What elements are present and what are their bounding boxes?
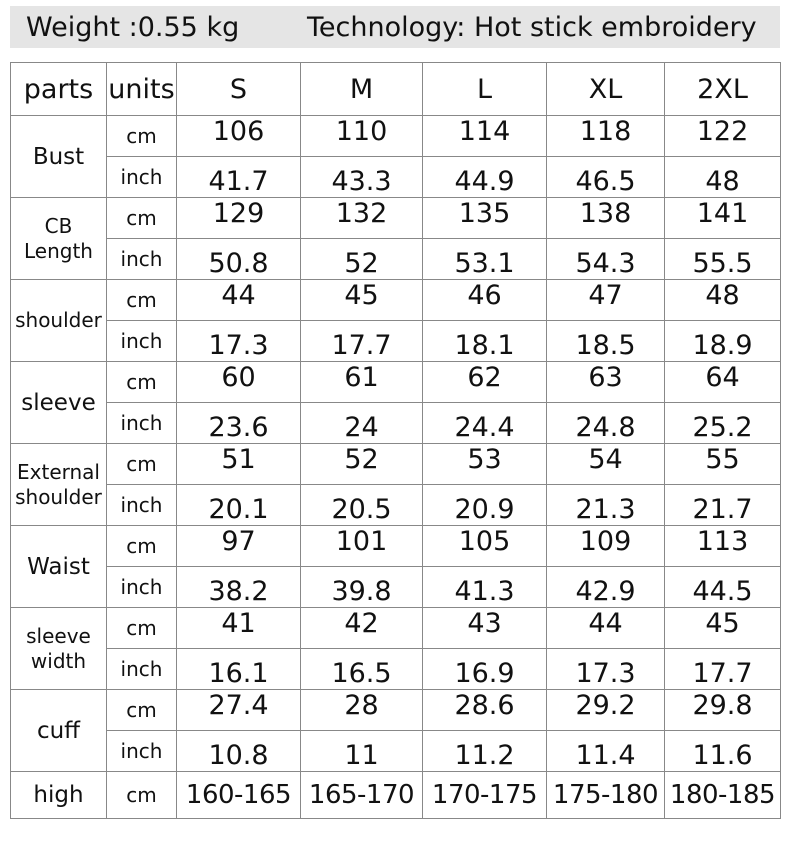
inch-value: 16.1 bbox=[177, 649, 301, 690]
height-range-value: 165-170 bbox=[301, 772, 423, 819]
cm-value: 101 bbox=[301, 526, 423, 567]
cm-value: 97 bbox=[177, 526, 301, 567]
inch-value: 20.5 bbox=[301, 485, 423, 526]
table-row bbox=[11, 198, 781, 239]
cm-value: 47 bbox=[547, 280, 665, 321]
table-row bbox=[11, 690, 781, 731]
table-row bbox=[11, 239, 781, 280]
inch-value: 17.3 bbox=[177, 321, 301, 362]
cm-value: 60 bbox=[177, 362, 301, 403]
table-row bbox=[11, 157, 781, 198]
inch-value: 24 bbox=[301, 403, 423, 444]
part-label: sleeve width bbox=[11, 608, 107, 690]
inch-value: 54.3 bbox=[547, 239, 665, 280]
inch-value: 50.8 bbox=[177, 239, 301, 280]
inch-value: 52 bbox=[301, 239, 423, 280]
inch-value: 10.8 bbox=[177, 731, 301, 772]
cm-value: 138 bbox=[547, 198, 665, 239]
cm-value: 29.2 bbox=[547, 690, 665, 731]
cm-value: 43 bbox=[423, 608, 547, 649]
inch-value: 17.3 bbox=[547, 649, 665, 690]
unit-label: cm bbox=[107, 690, 177, 731]
unit-label: inch bbox=[107, 157, 177, 198]
info-banner bbox=[10, 6, 780, 48]
inch-value: 11 bbox=[301, 731, 423, 772]
inch-value: 44.5 bbox=[665, 567, 781, 608]
unit-label: inch bbox=[107, 485, 177, 526]
unit-label: inch bbox=[107, 239, 177, 280]
inch-value: 21.7 bbox=[665, 485, 781, 526]
cm-value: 122 bbox=[665, 116, 781, 157]
table-row bbox=[11, 567, 781, 608]
weight-label: Weight :0.55 kg bbox=[26, 12, 240, 43]
table-row bbox=[11, 731, 781, 772]
cm-value: 62 bbox=[423, 362, 547, 403]
table-row bbox=[11, 608, 781, 649]
unit-label: cm bbox=[107, 198, 177, 239]
cm-value: 48 bbox=[665, 280, 781, 321]
table-row bbox=[11, 526, 781, 567]
inch-value: 48 bbox=[665, 157, 781, 198]
height-range-value: 175-180 bbox=[547, 772, 665, 819]
header-size-l: L bbox=[423, 63, 547, 116]
inch-value: 11.6 bbox=[665, 731, 781, 772]
table-header-row bbox=[11, 63, 781, 116]
cm-value: 63 bbox=[547, 362, 665, 403]
inch-value: 18.5 bbox=[547, 321, 665, 362]
cm-value: 51 bbox=[177, 444, 301, 485]
inch-value: 42.9 bbox=[547, 567, 665, 608]
cm-value: 44 bbox=[547, 608, 665, 649]
inch-value: 55.5 bbox=[665, 239, 781, 280]
inch-value: 46.5 bbox=[547, 157, 665, 198]
header-size-s: S bbox=[177, 63, 301, 116]
cm-value: 118 bbox=[547, 116, 665, 157]
inch-value: 44.9 bbox=[423, 157, 547, 198]
header-size-xl: XL bbox=[547, 63, 665, 116]
inch-value: 24.4 bbox=[423, 403, 547, 444]
unit-label: inch bbox=[107, 403, 177, 444]
height-range-value: 160-165 bbox=[177, 772, 301, 819]
table-row bbox=[11, 485, 781, 526]
unit-label: cm bbox=[107, 772, 177, 819]
part-label: CB Length bbox=[11, 198, 107, 280]
unit-label: cm bbox=[107, 608, 177, 649]
inch-value: 18.9 bbox=[665, 321, 781, 362]
cm-value: 45 bbox=[665, 608, 781, 649]
table-row bbox=[11, 280, 781, 321]
inch-value: 17.7 bbox=[665, 649, 781, 690]
unit-label: cm bbox=[107, 362, 177, 403]
cm-value: 55 bbox=[665, 444, 781, 485]
cm-value: 114 bbox=[423, 116, 547, 157]
unit-label: cm bbox=[107, 526, 177, 567]
cm-value: 141 bbox=[665, 198, 781, 239]
cm-value: 41 bbox=[177, 608, 301, 649]
header-size-m: M bbox=[301, 63, 423, 116]
cm-value: 135 bbox=[423, 198, 547, 239]
inch-value: 41.7 bbox=[177, 157, 301, 198]
unit-label: cm bbox=[107, 116, 177, 157]
cm-value: 109 bbox=[547, 526, 665, 567]
inch-value: 16.5 bbox=[301, 649, 423, 690]
part-label: shoulder bbox=[11, 280, 107, 362]
inch-value: 38.2 bbox=[177, 567, 301, 608]
table-row bbox=[11, 649, 781, 690]
inch-value: 11.2 bbox=[423, 731, 547, 772]
inch-value: 20.1 bbox=[177, 485, 301, 526]
table-row bbox=[11, 444, 781, 485]
table-row bbox=[11, 362, 781, 403]
cm-value: 45 bbox=[301, 280, 423, 321]
part-label: Waist bbox=[11, 526, 107, 608]
size-chart-table bbox=[10, 62, 781, 819]
inch-value: 43.3 bbox=[301, 157, 423, 198]
height-row bbox=[11, 772, 781, 819]
height-range-value: 180-185 bbox=[665, 772, 781, 819]
unit-label: cm bbox=[107, 444, 177, 485]
inch-value: 18.1 bbox=[423, 321, 547, 362]
part-label: sleeve bbox=[11, 362, 107, 444]
part-label: External shoulder bbox=[11, 444, 107, 526]
unit-label: cm bbox=[107, 280, 177, 321]
cm-value: 29.8 bbox=[665, 690, 781, 731]
cm-value: 64 bbox=[665, 362, 781, 403]
inch-value: 24.8 bbox=[547, 403, 665, 444]
cm-value: 44 bbox=[177, 280, 301, 321]
technology-label: Technology: Hot stick embroidery bbox=[307, 12, 757, 43]
cm-value: 28.6 bbox=[423, 690, 547, 731]
inch-value: 11.4 bbox=[547, 731, 665, 772]
cm-value: 61 bbox=[301, 362, 423, 403]
inch-value: 20.9 bbox=[423, 485, 547, 526]
unit-label: inch bbox=[107, 321, 177, 362]
table-row bbox=[11, 403, 781, 444]
inch-value: 53.1 bbox=[423, 239, 547, 280]
cm-value: 113 bbox=[665, 526, 781, 567]
height-range-value: 170-175 bbox=[423, 772, 547, 819]
table-row bbox=[11, 116, 781, 157]
inch-value: 39.8 bbox=[301, 567, 423, 608]
cm-value: 110 bbox=[301, 116, 423, 157]
part-label: Bust bbox=[11, 116, 107, 198]
cm-value: 54 bbox=[547, 444, 665, 485]
inch-value: 21.3 bbox=[547, 485, 665, 526]
part-label: high bbox=[11, 772, 107, 819]
cm-value: 46 bbox=[423, 280, 547, 321]
header-units: units bbox=[107, 63, 177, 116]
inch-value: 25.2 bbox=[665, 403, 781, 444]
cm-value: 52 bbox=[301, 444, 423, 485]
unit-label: inch bbox=[107, 649, 177, 690]
unit-label: inch bbox=[107, 731, 177, 772]
cm-value: 27.4 bbox=[177, 690, 301, 731]
header-size-2xl: 2XL bbox=[665, 63, 781, 116]
inch-value: 41.3 bbox=[423, 567, 547, 608]
inch-value: 23.6 bbox=[177, 403, 301, 444]
inch-value: 16.9 bbox=[423, 649, 547, 690]
header-parts: parts bbox=[11, 63, 107, 116]
cm-value: 42 bbox=[301, 608, 423, 649]
cm-value: 53 bbox=[423, 444, 547, 485]
cm-value: 28 bbox=[301, 690, 423, 731]
unit-label: inch bbox=[107, 567, 177, 608]
cm-value: 129 bbox=[177, 198, 301, 239]
cm-value: 106 bbox=[177, 116, 301, 157]
cm-value: 132 bbox=[301, 198, 423, 239]
table-row bbox=[11, 321, 781, 362]
part-label: cuff bbox=[11, 690, 107, 772]
cm-value: 105 bbox=[423, 526, 547, 567]
inch-value: 17.7 bbox=[301, 321, 423, 362]
